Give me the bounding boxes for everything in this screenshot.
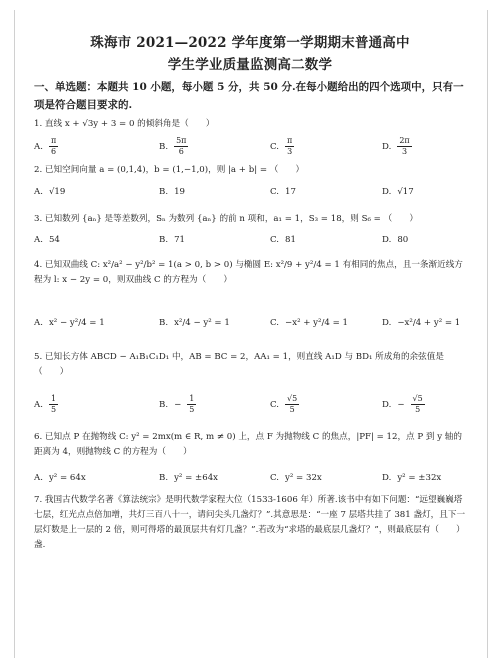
option-label: D. <box>382 399 392 410</box>
option-value: 54 <box>48 235 60 245</box>
option-label: B. <box>159 473 169 483</box>
question-7-stem: 7. 我国古代数学名著《算法统宗》是明代数学家程大位（1533-1606 年）所著.该书中有如下问题：“远望巍巍塔七层，红光点点倍加增，共灯三百八十一，请问尖头几盏灯？”.其意思是：“一座 7 层塔共挂了 381 盏灯，且下一层灯数是上一层的 2 倍，则可得塔的最顶层共有灯几盏？”.若改为“求塔的最底层几盏灯？”，则最底层有（ ）盏. <box>34 495 466 550</box>
option-d[interactable] <box>382 187 414 197</box>
option-label: C. <box>270 318 280 328</box>
option-label: C. <box>270 399 280 410</box>
option-d[interactable] <box>382 235 408 245</box>
option-b[interactable] <box>159 473 218 483</box>
option-value: √17 <box>397 187 414 197</box>
option-value: x²/4 − y² = 1 <box>174 318 230 328</box>
fraction <box>411 394 425 415</box>
option-b[interactable] <box>159 187 185 197</box>
fraction <box>285 394 299 415</box>
question-3-stem: 3. 已知数列 {aₙ} 是等差数列，Sₙ 为数列 {aₙ} 的前 n 项和，a₁ = 1，S₃ = 18，则 S₆ = （ ） <box>34 214 418 224</box>
option-value: 81 <box>285 235 296 245</box>
option-c[interactable] <box>270 318 348 328</box>
fraction <box>174 136 188 157</box>
question-5-options <box>34 394 470 422</box>
option-c[interactable] <box>270 235 296 245</box>
minus-sign: − <box>397 399 405 410</box>
denominator: 5 <box>189 405 195 414</box>
option-value: y² = ±32x <box>397 473 442 483</box>
question-4-stem: 4. 已知双曲线 C: x²/a² − y²/b² = 1(a > 0, b > 0) 与椭圆 E: x²/9 + y²/4 = 1 有相同的焦点，且一条渐近线方程为 l: x − 2y = 0，则双曲线 C 的方程为（ ） <box>34 260 463 285</box>
option-b[interactable] <box>159 235 185 245</box>
option-d[interactable] <box>382 394 425 415</box>
option-a[interactable] <box>34 235 60 245</box>
numerator: π <box>287 136 293 145</box>
fraction <box>187 394 196 415</box>
fraction <box>397 136 411 157</box>
exam-title-line2: 学生学业质量监测高二数学 <box>167 57 333 73</box>
option-label: A. <box>34 141 43 152</box>
fraction <box>49 136 58 157</box>
option-label: D. <box>382 235 392 245</box>
option-c[interactable] <box>270 136 294 157</box>
question-4-options <box>34 318 470 346</box>
question-1-stem: 1. 直线 x + √3y + 3 = 0 的倾斜角是（ ） <box>34 119 215 129</box>
numerator: √5 <box>412 394 423 403</box>
numerator: 1 <box>189 394 195 403</box>
question-2-stem: 2. 已知空间向量 a = (0,1,4)，b = (1,−1,0)，则 |a + b| = （ ） <box>34 165 305 175</box>
option-c[interactable] <box>270 394 299 415</box>
option-a[interactable] <box>34 136 58 157</box>
option-label: D. <box>382 187 392 197</box>
option-d[interactable] <box>382 473 441 483</box>
denominator: 3 <box>287 147 293 156</box>
denominator: 6 <box>51 147 57 156</box>
denominator: 5 <box>289 405 295 414</box>
option-b[interactable] <box>159 394 196 415</box>
exam-title-line1: 珠海市 2021—2022 学年度第一学期期末普通高中 <box>90 35 410 51</box>
numerator: 5π <box>176 136 187 145</box>
option-label: B. <box>159 235 169 245</box>
option-label: C. <box>270 235 280 245</box>
option-label: B. <box>159 187 169 197</box>
option-label: A. <box>34 318 43 328</box>
denominator: 6 <box>178 147 184 156</box>
denominator: 3 <box>401 147 408 156</box>
option-a[interactable] <box>34 318 105 328</box>
option-label: D. <box>382 473 392 483</box>
option-value: 17 <box>285 187 296 197</box>
numerator: π <box>50 136 57 145</box>
option-value: 19 <box>174 187 185 197</box>
option-value: 80 <box>397 235 409 245</box>
fraction <box>285 136 294 157</box>
option-label: B. <box>159 399 169 410</box>
question-1-options <box>34 136 470 164</box>
option-value: −x²/4 + y² = 1 <box>397 318 461 328</box>
denominator: 5 <box>50 405 57 414</box>
numerator: 2π <box>399 136 410 145</box>
option-value: 71 <box>174 235 185 245</box>
question-5-stem: 5. 已知长方体 ABCD − A₁B₁C₁D₁ 中，AB = BC = 2，AA₁ = 1，则直线 A₁D 与 BD₁ 所成角的余弦值是（ ） <box>34 352 444 377</box>
question-6-stem: 6. 已知点 P 在抛物线 C: y² = 2mx(m ∈ R, m ≠ 0) 上，点 F 为抛物线 C 的焦点，|PF| = 12，点 P 到 y 轴的距离为 4，则抛物线 C 的方程为（ ） <box>34 432 462 457</box>
minus-sign: − <box>174 399 182 410</box>
question-2-options <box>34 187 470 215</box>
fraction <box>49 394 58 415</box>
option-a[interactable] <box>34 473 86 483</box>
option-b[interactable] <box>159 136 188 157</box>
option-label: A. <box>34 235 43 245</box>
option-label: A. <box>34 187 43 197</box>
option-label: A. <box>34 399 43 410</box>
option-value: y² = 64x <box>48 473 86 483</box>
option-c[interactable] <box>270 473 322 483</box>
option-label: A. <box>34 473 43 483</box>
option-label: C. <box>270 473 280 483</box>
denominator: 5 <box>415 405 421 414</box>
option-label: D. <box>382 318 392 328</box>
option-value: y² = ±64x <box>174 473 219 483</box>
option-label: C. <box>270 187 280 197</box>
option-value: √19 <box>48 187 66 197</box>
option-label: B. <box>159 141 169 152</box>
option-label: D. <box>382 141 392 152</box>
option-value: −x² + y²/4 = 1 <box>285 318 348 328</box>
numerator: √5 <box>287 394 298 403</box>
option-a[interactable] <box>34 394 58 415</box>
option-label: B. <box>159 318 169 328</box>
option-c[interactable] <box>270 187 296 197</box>
option-value: x² − y²/4 = 1 <box>48 318 105 328</box>
section-header: 一、单选题：本题共 10 小题，每小题 5 分，共 50 分.在每小题给出的四个选项中，只有一项是符合题目要求的. <box>34 81 464 111</box>
option-label: C. <box>270 141 280 152</box>
option-value: y² = 32x <box>285 473 322 483</box>
numerator: 1 <box>50 394 57 403</box>
option-d[interactable] <box>382 136 412 157</box>
option-d[interactable] <box>382 318 460 328</box>
option-b[interactable] <box>159 318 230 328</box>
option-a[interactable] <box>34 187 65 197</box>
